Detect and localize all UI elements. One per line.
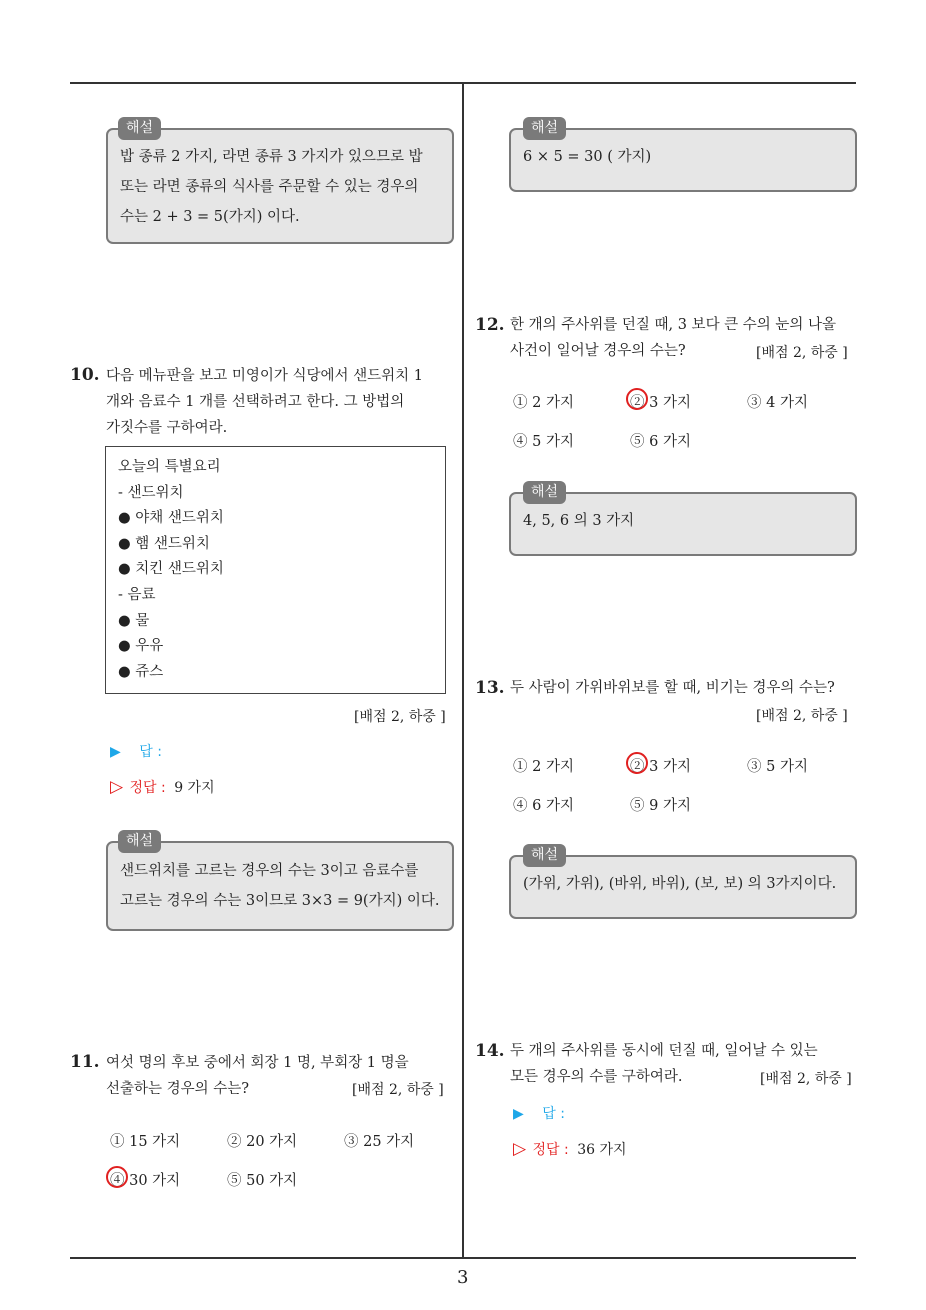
q12-choice-5[interactable]: ⑤ 6 가지 [630, 434, 691, 450]
q9-explanation-line-2: 또는 라면 종류의 식사를 주문할 수 있는 경우의 [120, 179, 419, 195]
q10-explanation-tag: 해설 [118, 830, 161, 853]
q11-selected-circle [106, 1166, 128, 1188]
q13-explanation-tag: 해설 [523, 844, 566, 867]
q12-question-line-1: 한 개의 주사위를 던질 때, 3 보다 큰 수의 눈의 나올 [510, 317, 837, 333]
q12-explanation-line-1: 4, 5, 6 의 3 가지 [523, 513, 635, 529]
q14-score: [배점 2, 하중 ] [760, 1071, 852, 1087]
q13-choice-2[interactable]: ② 3 가지 [630, 759, 691, 775]
q12-question-line-2: 사건이 일어날 경우의 수는? [510, 343, 686, 359]
q11-number: 11. [70, 1052, 100, 1072]
menu-item: ● 야채 샌드위치 [118, 510, 224, 527]
q9-explanation-line-3: 수는 2 + 3 = 5(가지) 이다. [120, 209, 300, 225]
q14-question-line-2: 모든 경우의 수를 구하여라. [510, 1069, 683, 1085]
q10-answer-line [110, 741, 162, 761]
menu-item: ● 햄 샌드위치 [118, 535, 210, 552]
q14-number: 14. [475, 1041, 505, 1061]
q10-correct-value: 9 가지 [174, 780, 215, 796]
outline-play-arrow-icon: ▷ [110, 777, 124, 797]
q14-question-line-1: 두 개의 주사위를 동시에 던질 때, 일어날 수 있는 [510, 1043, 818, 1059]
q9-explanation-line-1: 밥 종류 2 가지, 라면 종류 3 가지가 있으므로 밥 [120, 149, 423, 165]
q10-score: [배점 2, 하중 ] [354, 709, 446, 725]
q12-choice-1[interactable]: ① 2 가지 [513, 395, 574, 411]
play-arrow-icon: ▶ [110, 744, 121, 760]
q14-correct-value: 36 가지 [577, 1142, 627, 1158]
q13-question [510, 675, 860, 701]
play-arrow-icon: ▶ [513, 1106, 524, 1122]
q13-score: [배점 2, 하중 ] [756, 708, 848, 724]
q12-choice-4[interactable]: ④ 5 가지 [513, 434, 574, 450]
outline-play-arrow-icon: ▷ [513, 1139, 527, 1159]
q13-choice-5[interactable]: ⑤ 9 가지 [630, 798, 691, 814]
q9-explanation-tag: 해설 [118, 117, 161, 140]
q10-question-line-3: 가짓수를 구하여라. [106, 420, 228, 436]
q10-correct-label: 정답 : [129, 780, 166, 796]
q10-explanation-line-1: 샌드위치를 고르는 경우의 수는 3이고 음료수를 [120, 863, 419, 879]
q11-choice-5[interactable]: ⑤ 50 가지 [227, 1173, 298, 1189]
q11-question-line-1: 여섯 명의 후보 중에서 회장 1 명, 부회장 1 명을 [106, 1055, 409, 1071]
column-divider [462, 82, 464, 1258]
q12-selected-circle [626, 388, 648, 410]
q12-choice-2[interactable]: ② 3 가지 [630, 395, 691, 411]
q13-number: 13. [475, 678, 505, 698]
q11-choice-2[interactable]: ② 20 가지 [227, 1134, 298, 1150]
q13-selected-circle [626, 752, 648, 774]
q10-number: 10. [70, 365, 100, 385]
q10-question-line-2: 개와 음료수 1 개를 선택하려고 한다. 그 방법의 [106, 394, 405, 410]
menu-item: ● 물 [118, 612, 150, 629]
q9-explanation-box [106, 128, 454, 244]
q13-question-line-1: 두 사람이 가위바위보를 할 때, 비기는 경우의 수는? [510, 680, 835, 696]
q14-correct-label: 정답 : [532, 1142, 569, 1158]
q12-number: 12. [475, 315, 505, 335]
q14-answer-label: 답 : [542, 1106, 565, 1122]
q10-explanation-line-2: 고르는 경우의 수는 3이므로 3×3 = 9(가지) 이다. [120, 893, 440, 909]
q11-choice-4[interactable]: ④ 30 가지 [110, 1173, 181, 1189]
q11-question-line-2: 선출하는 경우의 수는? [106, 1081, 250, 1097]
q13-choice-3[interactable]: ③ 5 가지 [747, 759, 808, 775]
menu-item: ● 우유 [118, 638, 164, 655]
q11-choice-3[interactable]: ③ 25 가지 [344, 1134, 415, 1150]
q11-choice-1[interactable]: ① 15 가지 [110, 1134, 181, 1150]
menu-item: - 샌드위치 [118, 484, 184, 501]
q12-choice-3[interactable]: ③ 4 가지 [747, 395, 808, 411]
menu-item: ● 쥬스 [118, 663, 164, 680]
q11-explanation-tag: 해설 [523, 117, 566, 140]
q10-menu-board [105, 446, 446, 694]
q10-answer-label: 답 : [139, 744, 162, 760]
menu-item: ● 치킨 샌드위치 [118, 561, 224, 578]
q11-score: [배점 2, 하중 ] [352, 1082, 444, 1098]
q13-choice-4[interactable]: ④ 6 가지 [513, 798, 574, 814]
q14-correct-line [513, 1139, 627, 1159]
q12-explanation-tag: 해설 [523, 481, 566, 504]
q12-score: [배점 2, 하중 ] [756, 345, 848, 361]
q10-question-line-1: 다음 메뉴판을 보고 미영이가 식당에서 샌드위치 1 [106, 368, 424, 384]
q14-answer-line [513, 1103, 565, 1123]
menu-title: 오늘의 특별요리 [118, 459, 221, 475]
q11-explanation-line-1: 6 × 5 = 30 ( 가지) [523, 149, 652, 165]
footer-rule [70, 1257, 856, 1259]
q13-choice-1[interactable]: ① 2 가지 [513, 759, 574, 775]
q13-explanation-line-1: (가위, 가위), (바위, 바위), (보, 보) 의 3가지이다. [523, 876, 837, 892]
menu-item: - 음료 [118, 586, 156, 603]
q10-explanation-box [106, 841, 454, 931]
q10-correct-line [110, 777, 215, 797]
page-number: 3 [457, 1267, 469, 1288]
q10-question [106, 363, 456, 441]
